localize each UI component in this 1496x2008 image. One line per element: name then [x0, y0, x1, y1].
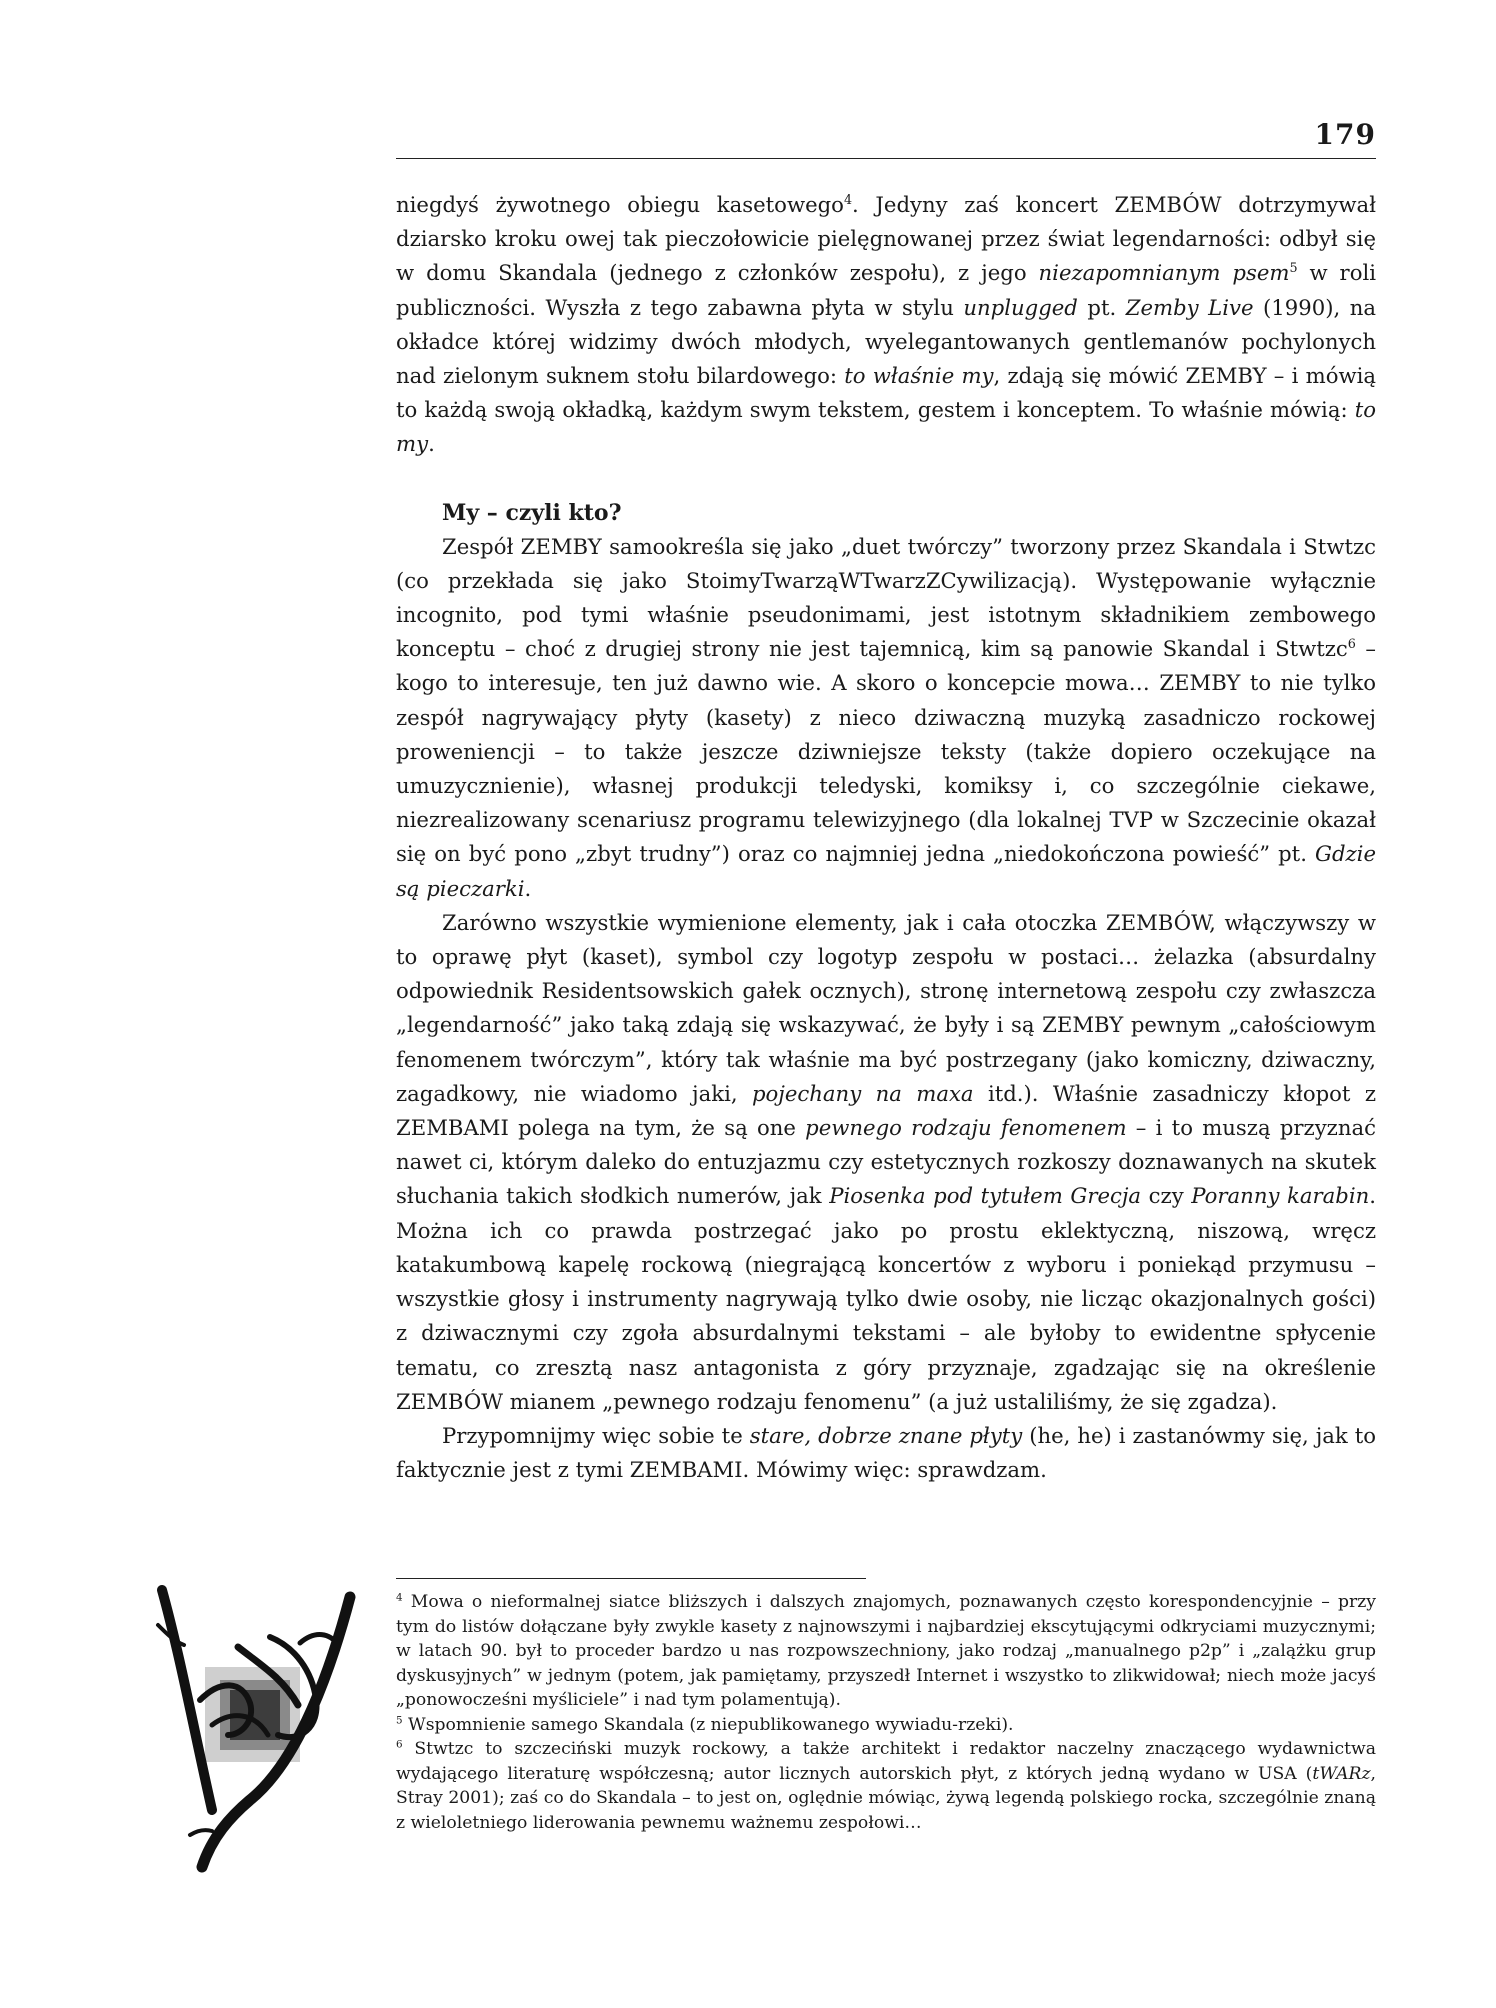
italic-run: Gdzie są pieczarki — [396, 841, 1376, 901]
text-run: . — [524, 875, 532, 901]
footnote-rule — [396, 1578, 866, 1579]
page-number: 179 — [1314, 118, 1376, 151]
footnote-text: Wspomnienie samego Skandala (z niepublikowanego wywiadu-rzeki). — [402, 1714, 1014, 1735]
paragraph-1 — [396, 188, 1376, 462]
italic-run: to właśnie my — [844, 363, 994, 389]
italic-run: pojechany na maxa — [751, 1080, 974, 1106]
italic-run: stare, dobrze znane płyty — [749, 1422, 1023, 1448]
text-run: itd.). Właśnie zasadniczy kłopot z ZEMBAMI polega na tym, że są one — [396, 1080, 1376, 1141]
text-run: Zespół ZEMBY samookreśla się jako „duet twórczy” tworzony przez Skandala i Stwtzc (co przekłada się jako StoimyTwarząWTwarzZCywilizacją). Występowanie wyłącznie incognito, pod tymi właśnie pseudonimami, jest istotnym składnikiem zembowego konceptu – choć z drugiej strony nie jest tajemnicą, kim są panowie Skandal i Stwtzc — [396, 533, 1376, 662]
paragraph-3 — [396, 906, 1376, 1419]
text-run: – kogo to interesuje, ten już dawno wie. A skoro o koncepcie mowa… ZEMBY to nie tylko zespół nagrywający płyty (kasety) z nieco dziwaczną muzyką zasadniczo rockowej proweniencji – to także jeszcze dziwniejsze teksty (także dopiero oczekujące na umuzycznienie), własnej produkcji teledyski, komiksy i, co szczególnie ciekawe, niezrealizowany scenariusz programu telewizyjnego (dla lokalnej TVP w Szczecinie okazał się on być pono „zbyt trudny”) oraz co najmniej jedna „niedokończona powieść” pt. — [396, 636, 1376, 867]
paragraph-4 — [396, 1419, 1376, 1487]
footnote-text: Stwtzc to szczeciński muzyk rockowy, a także architekt i redaktor naczelny znaczącego wydawnictwa wydającego literaturę współczesną; autor licznych autorskich płyt, z których jedną wydano w USA ( — [396, 1739, 1376, 1784]
italic-run: Piosenka pod tytułem Grecja — [829, 1183, 1142, 1209]
text-run: . Jedyny zaś koncert ZEMBÓW dotrzymywał dziarsko kroku owej tak pieczołowicie pielęgnowanej przez świat legendarności: odbył się w domu Skandala (jednego z członków zespołu), z jego — [396, 192, 1376, 286]
footnote-ref-5[interactable]: 5 — [1289, 260, 1298, 276]
footnote-italic: tWARz — [1312, 1763, 1371, 1784]
footnote-4 — [396, 1590, 1376, 1713]
text-run: . — [428, 431, 435, 457]
text-run: Zarówno wszystkie wymienione elementy, jak i cała otoczka ZEMBÓW, włączywszy w to oprawę płyt (kaset), symbol czy logotyp zespołu w postaci… żelazka (absurdalny odpowiednik Residentsowskich gałek ocznych), stronę internetową zespołu czy zwłaszcza „legendarność” jako taką zdają się wskazywać, że były i są ZEMBY pewnym „całościowym fenomenem twórczym”, który tak właśnie ma być postrzegany (jako komiczny, dziwaczny, zagadkowy, nie wiadomo jaki, — [396, 909, 1376, 1106]
section-heading: My – czyli kto? — [442, 499, 622, 526]
main-text — [396, 188, 1376, 1487]
text-run: (he, he) i zastanówmy się, jak to faktycznie jest z tymi ZEMBAMI. Mówimy więc: sprawdzam. — [396, 1422, 1377, 1483]
italic-run: to my — [396, 397, 1376, 457]
text-run: . Można ich co prawda postrzegać jako po prostu eklektyczną, niszową, wręcz katakumbową kapelę rockową (niegrającą koncertów z wyboru i poniekąd przymusu – wszystkie głosy i instrumenty nagrywają tylko dwie osoby, nie licząc okazjonalnych gości) z dziwacznymi czy zgoła absurdalnymi tekstami – ale byłoby to ewidentne spłycenie tematu, co zresztą nasz antagonista z góry przyznaje, zgadzając się na określenie ZEMBÓW mianem „pewnego rodzaju fenomenu” (a już ustaliliśmy, że się zgadza). — [396, 1183, 1377, 1414]
text-run: , zdają się mówić ZEMBY – i mówią to każdą swoją okładką, każdym swym tekstem, gestem i konceptem. To właśnie mówią: — [396, 363, 1376, 423]
footnote-number: 4 — [396, 1591, 403, 1604]
footnote-text: , Stray 2001); zaś co do Skandala – to jest on, oględnie mówiąc, żywą legendą polskiego rocka, szczególnie znaną z wieloletniego liderowania pewnemu ważnemu zespołowi… — [396, 1763, 1376, 1833]
footnote-5 — [396, 1713, 1376, 1738]
text-run: – i to muszą przyznać nawet ci, którym daleko do entuzjazmu czy estetycznych rozkoszy doznawanych na skutek słuchania takich słodkich numerów, jak — [396, 1115, 1376, 1209]
footnote-number: 5 — [396, 1713, 403, 1726]
italic-run: Poranny karabin — [1191, 1183, 1370, 1209]
paragraph-2 — [396, 530, 1376, 906]
footnote-6 — [396, 1737, 1376, 1835]
text-run: niegdyś żywotnego obiegu kasetowego — [396, 192, 844, 217]
header-rule — [396, 158, 1376, 159]
text-run: pt. — [1077, 294, 1126, 320]
footnote-text: Mowa o nieformalnej siatce bliższych i dalszych znajomych, poznawanych często korespondencyjnie – przy tym do listów dołączane były zwykle kasety z najnowszymi i najbardziej ekscytującymi odkryciami muzycznymi; w latach 90. był to proceder bardzo u nas rozpowszechniony, jako rodzaj „manualnego p2p” i „zalążku grup dyskusyjnych” w jednym (potem, jak pamiętamy, przyszedł Internet i wszystko to zlikwidował; niech może jacyś „ponowocześni myśliciele” i nad tym polamentują). — [396, 1592, 1376, 1710]
footnote-ref-4[interactable]: 4 — [843, 191, 853, 207]
italic-run: unplugged — [963, 294, 1078, 320]
footnotes — [396, 1590, 1376, 1835]
footnote-ref-6[interactable]: 6 — [1347, 636, 1356, 652]
text-run: w roli publiczności. Wyszła z tego zabawna płyta w stylu — [396, 260, 1376, 320]
italic-run: pewnego rodzaju fenomenem — [805, 1115, 1127, 1141]
italic-run: Zemby Live — [1125, 294, 1254, 320]
text-run: czy — [1141, 1183, 1192, 1209]
italic-run: niezapomnianym psem — [1038, 260, 1290, 286]
text-run: (1990), na okładce której widzimy dwóch młodych, wyelegantowanych gentlemanów pochylonych nad zielonym suknem stołu bilardowego: — [396, 294, 1376, 389]
zemby-calligraphic-logo-icon — [150, 1585, 365, 1875]
footnote-number: 6 — [396, 1738, 403, 1751]
text-run: Przypomnijmy więc sobie te — [442, 1422, 750, 1448]
